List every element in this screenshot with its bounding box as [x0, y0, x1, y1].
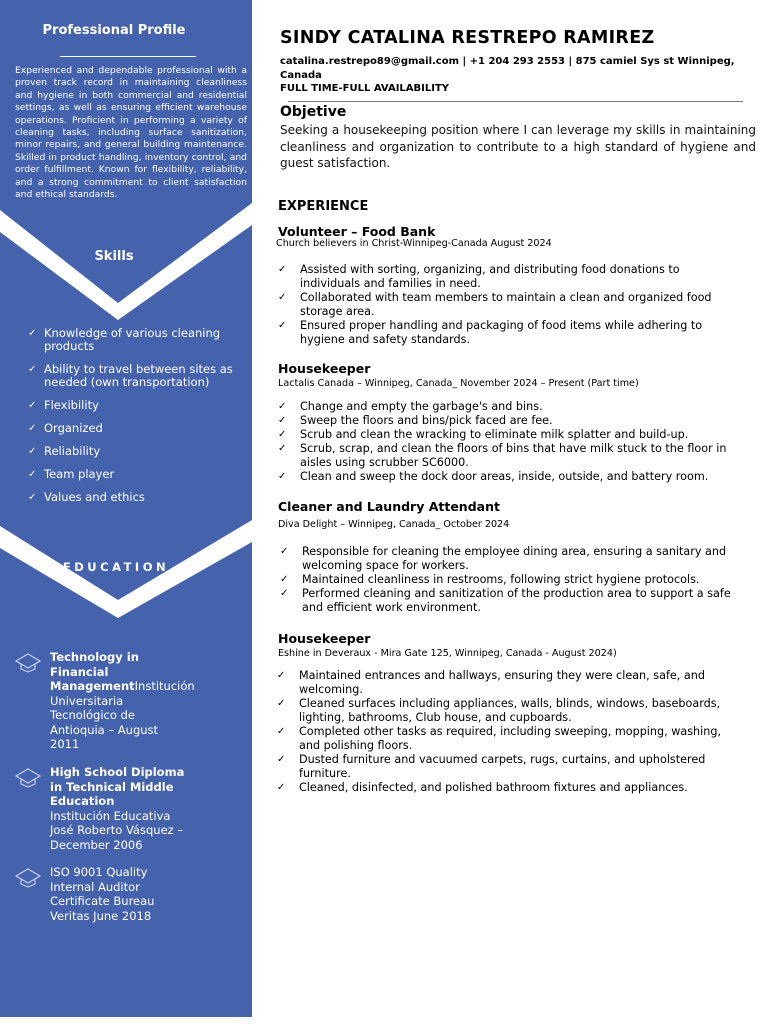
job-title: Cleaner and Laundry Attendant: [278, 499, 500, 514]
job-bullet: ✓ Sweep the floors and bins/pick faced are fee.: [278, 414, 553, 427]
education-heading: EDUCATION: [62, 560, 170, 574]
profile-text: Experienced and dependable professional with a proven track record in maintaining cleanliness and hygiene in both commercial and residential settings, as well as ensuring efficient warehouse operations. Proficient in performing a variety of cleaning tasks, including surface sanitization, minor repairs, and general building maintenance. Skilled in product handling, inventory control, and order fulfillment. Known for flexibility, reliability, and a strong commitment to client satisfaction and ethical standards.: [15, 65, 247, 201]
experience-title: EXPERIENCE: [278, 199, 369, 214]
profile-heading: Professional Profile: [42, 23, 186, 38]
job-bullet: ✓ Responsible for cleaning the employee dining area, ensuring a sanitary and welcoming space for workers.: [280, 545, 727, 572]
graduation-icon: [14, 865, 42, 889]
job-bullet: ✓ Cleaned surfaces including appliances, walls, blinds, windows, baseboards, lighting, bathrooms, Club house, and cupboards.: [277, 697, 721, 724]
job-bullet: ✓ Collaborated with team members to maintain a clean and organized food storage area.: [278, 291, 712, 318]
job-bullets: [277, 669, 732, 795]
job-bullet: ✓ Scrub and clean the wracking to eliminate milk splatter and build-up.: [278, 428, 689, 441]
check-icon: ✓: [278, 292, 287, 303]
check-icon: ✓: [280, 574, 289, 585]
availability: FULL TIME-FULL AVAILABILITY: [280, 83, 450, 94]
check-icon: ✓: [280, 588, 289, 599]
header-divider: [288, 101, 743, 102]
skills-list: [28, 327, 242, 514]
job-bullet: ✓ Clean and sweep the dock door areas, inside, outside, and battery room.: [278, 470, 709, 483]
job-employer: Lactalis Canada – Winnipeg, Canada_ November 2024 – Present (Part time): [278, 378, 639, 389]
profile-divider: [60, 56, 196, 57]
check-icon: ✓: [28, 469, 37, 480]
candidate-name: SINDY CATALINA RESTREPO RAMIREZ: [280, 28, 655, 48]
job-bullet: ✓ Ensured proper handling and packaging of food items while adhering to hygiene and safety standards.: [278, 319, 703, 346]
check-icon: ✓: [277, 670, 286, 681]
check-icon: ✓: [28, 328, 37, 339]
graduation-icon: [14, 650, 42, 674]
skill-item: ✓ Flexibility: [28, 398, 99, 412]
job-bullet: ✓ Maintained cleanliness in restrooms, following strict hygiene protocols.: [280, 573, 700, 586]
check-icon: ✓: [28, 423, 37, 434]
job-title: Housekeeper: [278, 631, 371, 646]
job-bullet: ✓ Completed other tasks as required, including sweeping, mopping, washing, and polishing floors.: [277, 725, 721, 752]
job-bullet: ✓ Scrub, scrap, and clean the floors of bins that have milk stuck to the floor in aisles using scrubber SC6000.: [278, 442, 727, 469]
education-institution: Institución Educativa José Roberto Vásquez – December 2006: [50, 808, 184, 852]
job-bullet: ✓ Dusted furniture and vacuumed carpets, rugs, curtains, and upholstered furniture.: [277, 753, 706, 780]
job-bullets: [280, 545, 738, 615]
check-icon: ✓: [28, 446, 37, 457]
job-employer: Diva Delight – Winnipeg, Canada_ October 2024: [278, 519, 510, 530]
job-employer: Church believers in Christ-Winnipeg-Canada August 2024: [276, 238, 552, 249]
check-icon: ✓: [278, 443, 287, 454]
contact-line: catalina.restrepo89@gmail.com | +1 204 293 2553 | 875 camiel Sys st Winnipeg, Canada: [280, 56, 735, 81]
skill-item: ✓ Ability to travel between sites as needed (own transportation): [28, 362, 233, 389]
sidebar: [0, 0, 252, 1017]
check-icon: ✓: [278, 320, 287, 331]
skill-item: ✓ Team player: [28, 467, 115, 481]
graduation-icon: [14, 765, 42, 789]
skills-heading: Skills: [94, 249, 134, 264]
objective-text: Seeking a housekeeping position where I can leverage my skills in maintaining cleanliness and organization to contribute to a high standard of hygiene and guest satisfaction.: [280, 123, 756, 170]
check-icon: ✓: [280, 546, 289, 557]
job-title: Housekeeper: [278, 361, 371, 376]
job-bullets: [278, 400, 748, 484]
check-icon: ✓: [278, 415, 287, 426]
job-bullets: [278, 263, 723, 347]
objective-title: Objetive: [280, 104, 347, 120]
job-employer: Eshine in Deveraux - Mira Gate 125, Winnipeg, Canada - August 2024): [278, 648, 617, 659]
chevron-divider: [0, 520, 252, 630]
check-icon: ✓: [28, 492, 37, 503]
job-title: Volunteer – Food Bank: [278, 224, 436, 239]
check-icon: ✓: [28, 364, 37, 375]
check-icon: ✓: [278, 471, 287, 482]
check-icon: ✓: [277, 726, 286, 737]
contact-info: [280, 55, 768, 96]
education-certificate: ISO 9001 Quality Internal Auditor Certificate Bureau Veritas June 2018: [50, 865, 155, 923]
job-bullet: ✓ Change and empty the garbage's and bins.: [278, 400, 543, 413]
job-bullet: ✓ Cleaned, disinfected, and polished bathroom fixtures and appliances.: [277, 781, 688, 794]
skill-item: ✓ Organized: [28, 421, 103, 435]
check-icon: ✓: [277, 698, 286, 709]
skill-item: ✓ Knowledge of various cleaning products: [28, 326, 221, 353]
skill-item: ✓ Reliability: [28, 444, 101, 458]
education-institution: Institución Universitaria Tecnológico de Antioquia – August 2011: [50, 679, 195, 751]
check-icon: ✓: [277, 754, 286, 765]
job-bullet: ✓ Assisted with sorting, organizing, and distributing food donations to individuals and families in need.: [278, 263, 680, 290]
check-icon: ✓: [28, 400, 37, 411]
skill-item: ✓ Values and ethics: [28, 490, 145, 504]
job-bullet: ✓ Maintained entrances and hallways, ensuring they were clean, safe, and welcoming.: [277, 669, 705, 696]
check-icon: ✓: [278, 264, 287, 275]
education-degree: High School Diploma in Technical Middle Education: [50, 765, 185, 808]
check-icon: ✓: [278, 401, 287, 412]
job-bullet: ✓ Performed cleaning and sanitization of the production area to support a safe and efficient work environment.: [280, 587, 731, 614]
check-icon: ✓: [278, 429, 287, 440]
check-icon: ✓: [277, 782, 286, 793]
education-degree: Technology in Financial Management: [50, 650, 139, 693]
